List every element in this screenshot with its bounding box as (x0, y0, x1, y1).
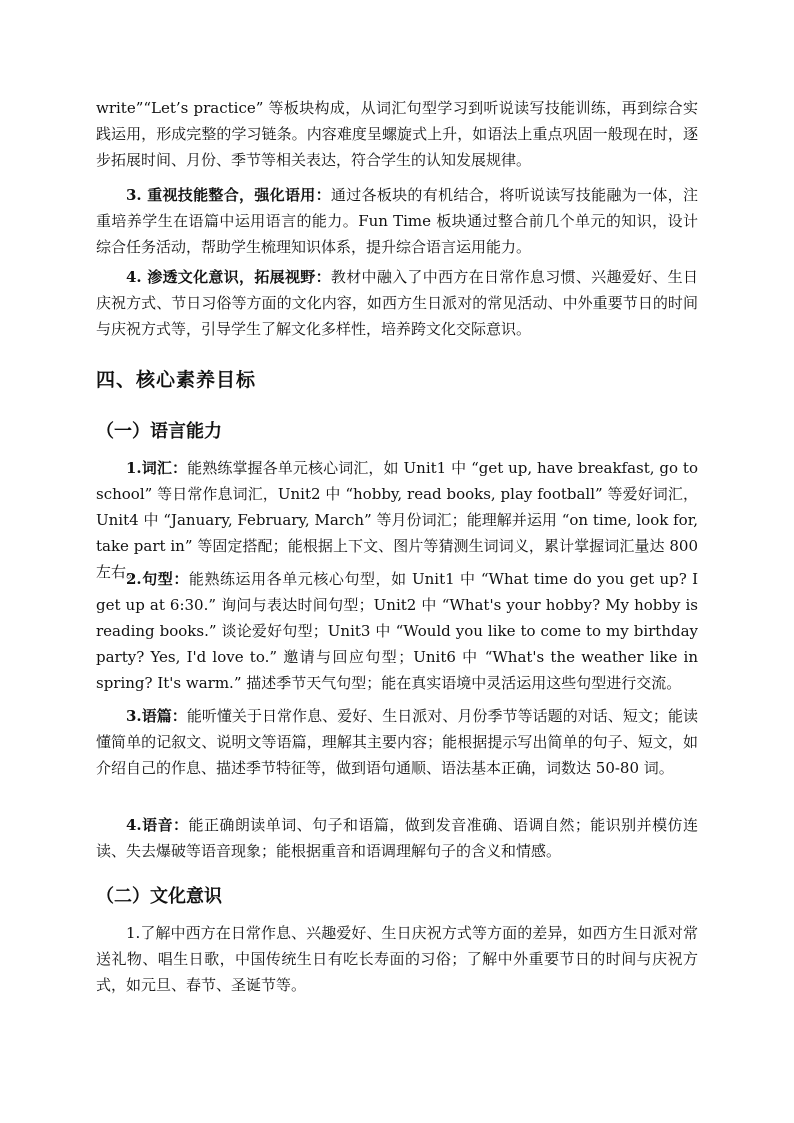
item-text: 能正确朗读单词、句子和语篇，做到发音准确、语调自然；能识别并模仿连读、失去爆破等语音现象；能根据重音和语调理解句子的含义和情感。 (96, 816, 698, 860)
item-lead: 1.词汇： (126, 459, 188, 477)
paragraph-continuation: write”“Let’s practice” 等板块构成，从词汇句型学习到听说读写技能训练，再到综合实践运用，形成完整的学习链条。内容难度呈螺旋式上升，如语法上重点巩固一般现在时，逐步拓展时间、月份、季节等相关表达，符合学生的认知发展规律。 (96, 99, 698, 169)
list-item-pronunciation (96, 812, 698, 864)
item-text: 能熟练掌握各单元核心词汇，如 Unit1 中 “get up, have breakfast, go to school” 等日常作息词汇，Unit2 中 “hobby, read books, play football” 等爱好词汇，Unit4 中 “January, February, March” 等月份词汇；能理解并运用 “on time, look for, take part in” 等固定搭配；能根据上下文、图片等猜测生词词义，累计掌握词汇量达 800 左右。 (96, 459, 698, 581)
item-lead: 2.句型： (126, 570, 189, 588)
list-item-sentence-patterns (96, 566, 698, 696)
list-item-discourse (96, 703, 698, 781)
list-item-culture-1: 1.了解中西方在日常作息、兴趣爱好、生日庆祝方式等方面的差异，如西方生日派对常送礼物、唱生日歌，中国传统生日有吃长寿面的习俗；了解中外重要节日的时间与庆祝方式，如元旦、春节、圣诞节等。 (96, 924, 698, 994)
item-lead: 4.语音： (126, 816, 189, 834)
item-lead: 3. 重视技能整合，强化语用： (126, 186, 331, 204)
item-lead: 4. 渗透文化意识，拓展视野： (126, 268, 331, 286)
item-text: 能熟练运用各单元核心句型，如 Unit1 中 “What time do you get up? I get up at 6:30.” 询问与表达时间句型；Unit2 中 “What's your hobby? My hobby is reading books.” 谈论爱好句型；Unit3 中 “Would you like to come to my birthday party? Yes, I'd love to.” 邀请与回应句型；Unit6 中 “What's the weather like in spring? It's warm.” 描述季节天气句型；能在真实语境中灵活运用这些句型进行交流。 (96, 570, 698, 692)
list-item-3 (96, 182, 698, 260)
item-text: 教材中融入了中西方在日常作息习惯、兴趣爱好、生日庆祝方式、节日习俗等方面的文化内容，如西方生日派对的常见活动、中外重要节日的时间与庆祝方式等，引导学生了解文化多样性，培养跨文化交际意识。 (96, 268, 698, 338)
item-text: 能听懂关于日常作息、爱好、生日派对、月份季节等话题的对话、短文；能读懂简单的记叙文、说明文等语篇，理解其主要内容；能根据提示写出简单的句子、短文，如介绍自己的作息、描述季节特征等，做到语句通顺、语法基本正确，词数达 50-80 词。 (96, 707, 698, 777)
item-lead: 3.语篇： (126, 707, 187, 725)
section-heading: 四、核心素养目标 (96, 369, 257, 391)
item-text: 通过各板块的有机结合，将听说读写技能融为一体，注重培养学生在语篇中运用语言的能力。Fun Time 板块通过整合前几个单元的知识，设计综合任务活动，帮助学生梳理知识体系，提升综合语言运用能力。 (96, 186, 698, 256)
subsection-heading: （二）文化意识 (96, 886, 222, 907)
list-item-4 (96, 264, 698, 342)
subsection-heading: （一）语言能力 (96, 421, 222, 442)
